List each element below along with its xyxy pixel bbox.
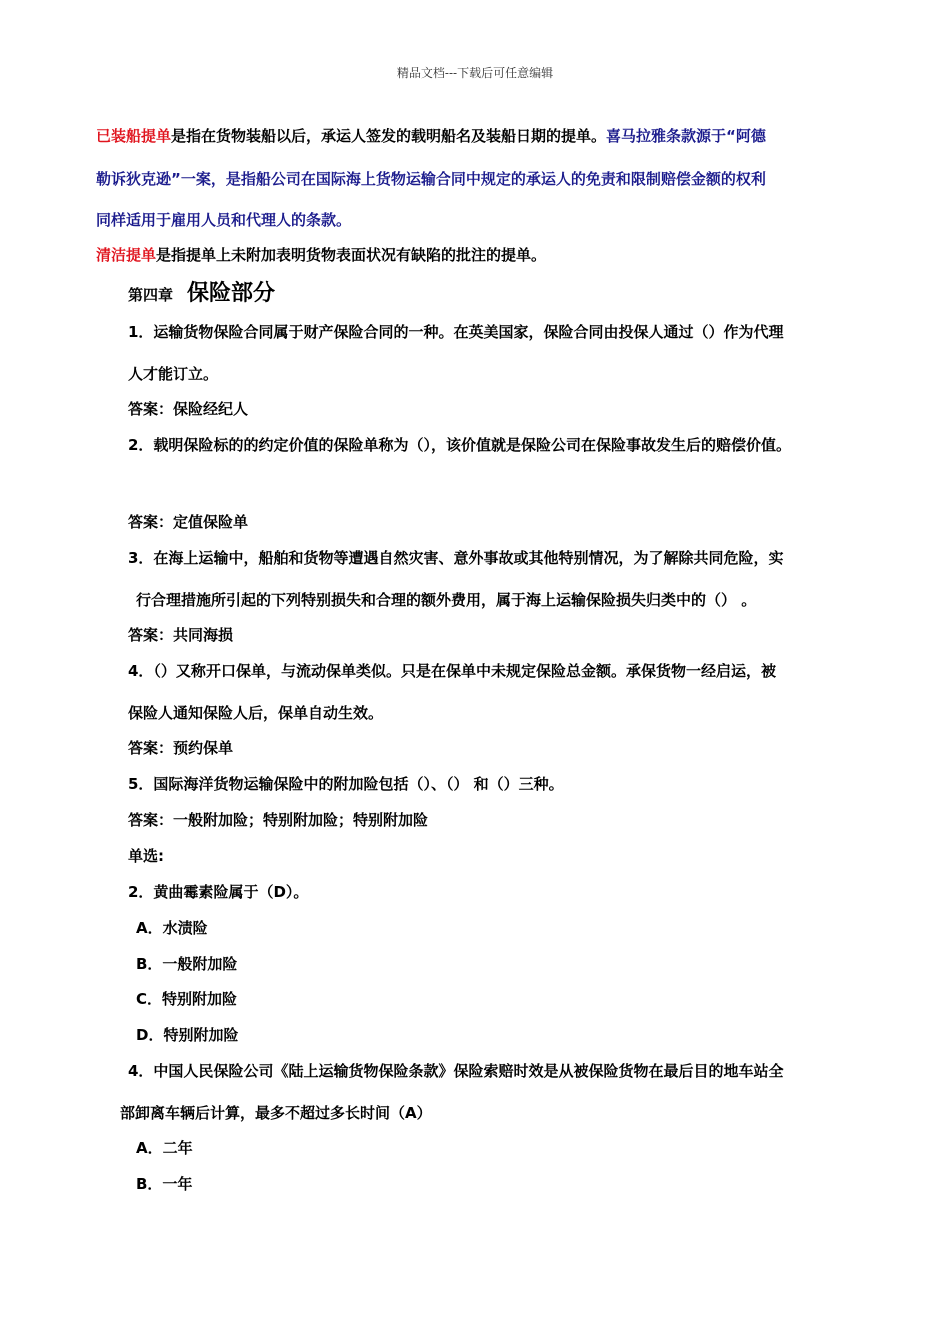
question-2: 2．载明保险标的的约定价值的保险单称为（），该价值就是保险公司在保险事故发生后的赔偿价值。 [128, 436, 791, 454]
himalaya-clause-b: 勒诉狄克逊”一案，是指船公司在国际海上货物运输合同中规定的承运人的免责和限制赔偿金额的权利 [96, 170, 766, 188]
single-question-4-line-1: 4．中国人民保险公司《陆上运输货物保险条款》保险索赔时效是从被保险货物在最后目的地车站全 [128, 1062, 784, 1080]
option-b: B．一年 [136, 1175, 193, 1193]
chapter-heading [128, 281, 275, 308]
chapter-number: 第四章 [128, 286, 174, 304]
question-5: 5．国际海洋货物运输保险中的附加险包括（）、（） 和（）三种。 [128, 775, 564, 793]
intro-paragraph-2 [96, 245, 546, 265]
option-d: D．特别附加险 [136, 1026, 239, 1044]
def-clean-bl: 是指提单上未附加表明货物表面状况有缺陷的批注的提单。 [156, 246, 547, 264]
question-1-line-2: 人才能订立。 [128, 365, 219, 383]
answer-5: 答案：一般附加险；特别附加险；特别附加险 [128, 811, 429, 829]
single-question-4-line-2: 部卸离车辆后计算，最多不超过多长时间（A） [120, 1104, 432, 1122]
term-clean-bl: 清洁提单 [96, 246, 157, 264]
term-shipped-bl: 已装船提单 [96, 127, 172, 145]
question-1-line-1: 1．运输货物保险合同属于财产保险合同的一种。在英美国家，保险合同由投保人通过（）作为代理 [128, 323, 784, 341]
chapter-title: 保险部分 [187, 281, 276, 306]
answer-4: 答案：预约保单 [128, 739, 234, 757]
option-a: A．二年 [136, 1139, 193, 1157]
question-3-line-1: 3．在海上运输中，船舶和货物等遭遇自然灾害、意外事故或其他特别情况，为了解除共同危险，实 [128, 549, 784, 567]
option-b: B．一般附加险 [136, 955, 238, 973]
answer-3: 答案：共同海损 [128, 626, 234, 644]
single-question-2: 2．黄曲霉素险属于（D）。 [128, 883, 309, 901]
question-4-line-2: 保险人通知保险人后，保单自动生效。 [128, 704, 384, 722]
single-choice-label: 单选: [128, 847, 164, 865]
himalaya-clause-c: 同样适用于雇用人员和代理人的条款。 [96, 211, 352, 229]
himalaya-clause-a: 喜马拉雅条款源于“阿德 [606, 127, 766, 145]
option-c: C．特别附加险 [136, 990, 238, 1008]
intro-paragraph-1 [96, 126, 766, 146]
question-3-line-2: 行合理措施所引起的下列特别损失和合理的额外费用，属于海上运输保险损失归类中的（） 。 [136, 591, 757, 609]
option-a: A．水渍险 [136, 919, 208, 937]
question-4-line-1: 4．（）又称开口保单，与流动保单类似。只是在保单中未规定保险总金额。承保货物一经启运，被 [128, 662, 776, 680]
page-header: 精品文档---下载后可任意编辑 [396, 66, 554, 80]
answer-2: 答案：定值保险单 [128, 513, 249, 531]
answer-1: 答案：保险经纪人 [128, 400, 249, 418]
def-shipped-bl: 是指在货物装船以后，承运人签发的载明船名及装船日期的提单。 [171, 127, 607, 145]
